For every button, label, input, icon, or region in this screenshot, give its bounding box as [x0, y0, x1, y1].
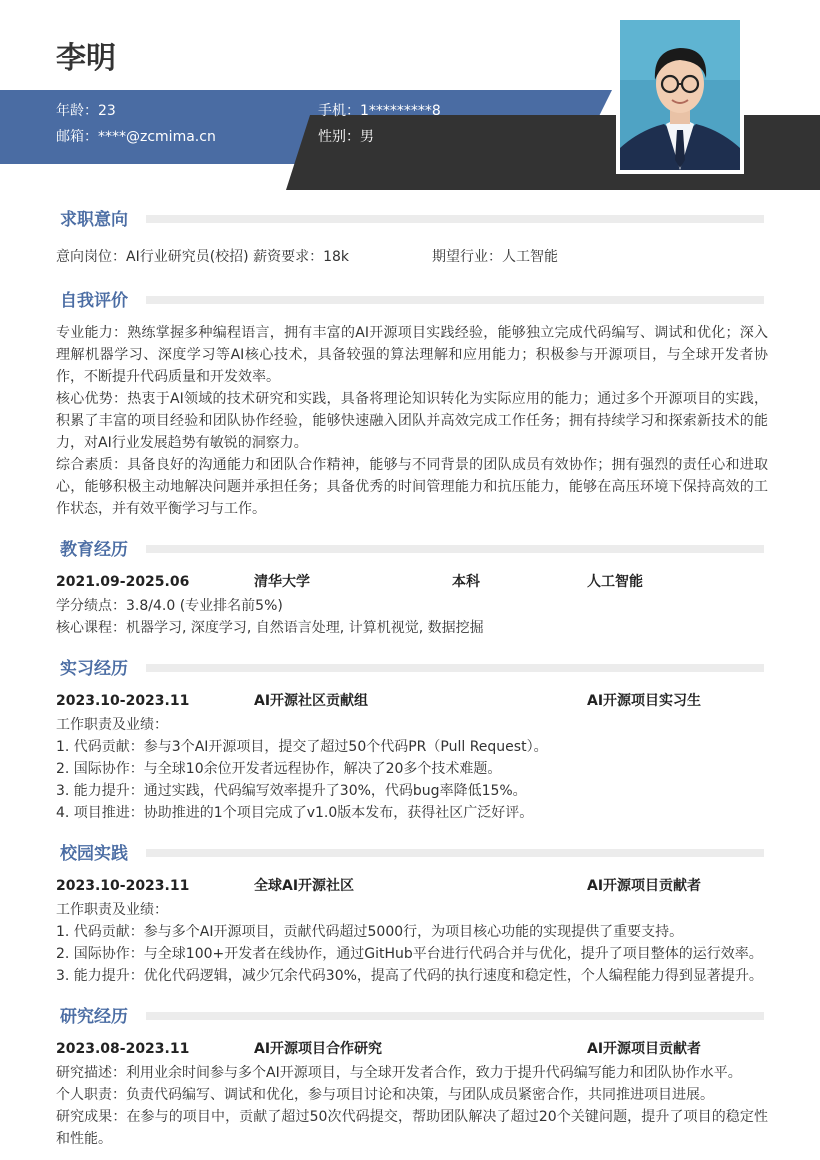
- industry-row: [432, 246, 732, 268]
- email-value: ****@zcmima.cn: [98, 129, 216, 145]
- section-divider: [146, 545, 764, 553]
- internship-role: AI开源项目实习生: [587, 693, 702, 709]
- section-title-internship: 实习经历: [60, 659, 128, 679]
- internship-line: 1. 代码贡献：参与3个AI开源项目，提交了超过50个代码PR（Pull Request）。: [56, 739, 548, 755]
- phone-field: [318, 101, 441, 121]
- education-courses: 核心课程：机器学习, 深度学习, 自然语言处理, 计算机视觉, 数据挖掘: [56, 620, 484, 636]
- candidate-name: 李明: [56, 41, 116, 76]
- education-school: 清华大学: [254, 574, 310, 590]
- industry-label: 期望行业：: [432, 249, 502, 265]
- internship-line: 2. 国际协作：与全球10余位开发者远程协作，解决了20多个技术难题。: [56, 761, 502, 777]
- salary-value: 18k: [323, 249, 350, 265]
- section-divider: [146, 296, 764, 304]
- internship-line: 4. 项目推进：协助推进的1个项目完成了v1.0版本发布，获得社区广泛好评。: [56, 805, 534, 821]
- section-divider: [146, 664, 764, 672]
- internship-date: 2023.10-2023.11: [56, 693, 190, 709]
- self-paragraph: 专业能力：熟练掌握多种编程语言，拥有丰富的AI开源项目实践经验，能够独立完成代码编写、调试和优化；深入理解机器学习、深度学习等AI核心技术，具备较强的算法理解和应用能力；积极参与开源项目，与全球开发者协作，不断提升代码质量和开发效率。: [56, 325, 768, 385]
- self-paragraph: 核心优势：热衷于AI领域的技术研究和实践，具备将理论知识转化为实际应用的能力；通过多个开源项目的实践，积累了丰富的项目经验和团队协作经验，能够快速融入团队并高效完成工作任务；拥有持续学习和探索新技术的能力，对AI行业发展趋势有敏锐的洞察力。: [56, 391, 768, 451]
- section-title-self: 自我评价: [60, 291, 128, 311]
- research-line: 个人职责：负责代码编写、调试和优化，参与项目讨论和决策，与团队成员紧密合作，共同推进项目进展。: [56, 1087, 714, 1103]
- research-role: AI开源项目贡献者: [587, 1041, 702, 1057]
- section-title-research: 研究经历: [60, 1007, 128, 1027]
- position-value: AI行业研究员(校招): [126, 249, 249, 265]
- section-title-education: 教育经历: [60, 540, 128, 560]
- industry-value: 人工智能: [502, 249, 558, 265]
- section-divider: [146, 849, 764, 857]
- education-major: 人工智能: [587, 574, 643, 590]
- internship-line: 工作职责及业绩：: [56, 717, 168, 733]
- gender-value: 男: [360, 129, 374, 145]
- gender-field: [318, 127, 374, 147]
- internship-org: AI开源社区贡献组: [254, 693, 369, 709]
- campus-date: 2023.10-2023.11: [56, 878, 190, 894]
- research-date: 2023.08-2023.11: [56, 1041, 190, 1057]
- age-field: [56, 101, 116, 121]
- campus-line: 工作职责及业绩：: [56, 902, 168, 918]
- campus-line: 2. 国际协作：与全球100+开发者在线协作，通过GitHub平台进行代码合并与优化，提升了项目整体的运行效率。: [56, 946, 763, 962]
- salary-label: 薪资要求：: [253, 249, 324, 265]
- email-field: [56, 127, 216, 147]
- internship-line: 3. 能力提升：通过实践，代码编写效率提升了30%，代码bug率降低15%。: [56, 783, 527, 799]
- phone-label: 手机：: [318, 103, 360, 119]
- phone-value: 1*********8: [360, 103, 441, 119]
- self-paragraph: 综合素质：具备良好的沟通能力和团队合作精神，能够与不同背景的团队成员有效协作；拥有强烈的责任心和进取心，能够积极主动地解决问题并承担任务；具备优秀的时间管理能力和抗压能力，能够在高压环境下保持高效的工作状态，并有效平衡学习与工作。: [56, 457, 768, 517]
- section-divider: [146, 1012, 764, 1020]
- section-title-campus: 校园实践: [60, 844, 128, 864]
- age-label: 年龄：: [56, 103, 98, 119]
- section-title-intent: 求职意向: [60, 210, 128, 230]
- profile-photo: [620, 20, 740, 170]
- research-line: 研究描述：利用业余时间参与多个AI开源项目，与全球开发者合作，致力于提升代码编写能力和团队协作水平。: [56, 1065, 742, 1081]
- education-date: 2021.09-2025.06: [56, 574, 190, 590]
- research-org: AI开源项目合作研究: [254, 1041, 383, 1057]
- campus-role: AI开源项目贡献者: [587, 878, 702, 894]
- email-label: 邮箱：: [56, 129, 98, 145]
- education-gpa: 学分绩点：3.8/4.0 (专业排名前5%): [56, 598, 283, 614]
- research-result: 研究成果：在参与的项目中，贡献了超过50次代码提交，帮助团队解决了超过20个关键问题，提升了项目的稳定性和性能。: [56, 1109, 768, 1147]
- campus-line: 3. 能力提升：优化代码逻辑，减少冗余代码30%，提高了代码的执行速度和稳定性，个人编程能力得到显著提升。: [56, 968, 763, 984]
- campus-org: 全球AI开源社区: [254, 878, 355, 894]
- campus-line: 1. 代码贡献：参与多个AI开源项目，贡献代码超过5000行，为项目核心功能的实现提供了重要支持。: [56, 924, 684, 940]
- age-value: 23: [98, 103, 116, 119]
- gender-label: 性别：: [318, 129, 360, 145]
- position-label: 意向岗位：: [56, 249, 126, 265]
- section-divider: [146, 215, 764, 223]
- education-degree: 本科: [452, 574, 480, 590]
